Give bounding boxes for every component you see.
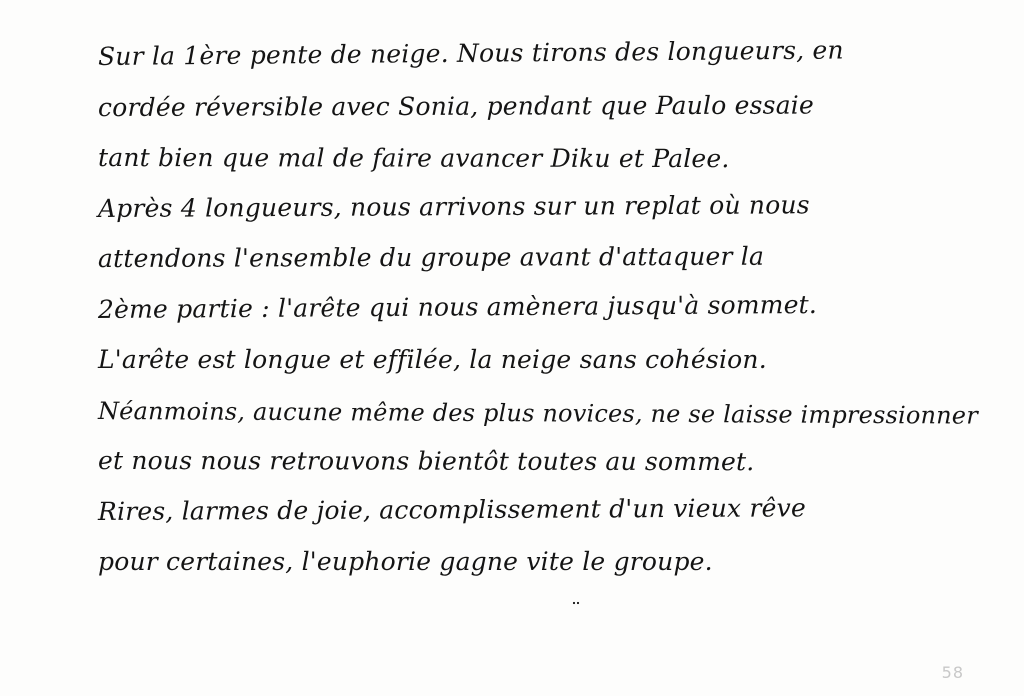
- text-line-2: cordée réversible avec Sonia, pendant que Paulo essaie: [97, 90, 815, 122]
- text-line-8: Néanmoins, aucune même des plus novices, ne se laisse impressionner: [97, 396, 978, 430]
- text-line-1: Sur la 1ère pente de neige. Nous tirons des longueurs, en: [97, 35, 844, 71]
- text-line-7: L'arête est longue et effilée, la neige sans cohésion.: [98, 345, 767, 374]
- text-line-4: Après 4 longueurs, nous arrivons sur un replat où nous: [97, 189, 810, 223]
- ink-dots: [572, 600, 580, 606]
- text-line-10: Rires, larmes de joie, accomplissement d'un vieux rêve: [97, 492, 806, 526]
- text-line-11: pour certaines, l'euphorie gagne vite le groupe.: [98, 547, 713, 576]
- handwritten-text: [98, 32, 978, 588]
- text-line-5: attendons l'ensemble du groupe avant d'attaquer la: [97, 241, 765, 273]
- text-line-9: et nous nous retrouvons bientôt toutes au sommet.: [97, 446, 755, 477]
- text-line-3: tant bien que mal de faire avancer Diku et Palee.: [97, 143, 730, 174]
- page-number: 58: [941, 663, 964, 682]
- text-line-6: 2ème partie : l'arête qui nous amènera jusqu'à sommet.: [97, 289, 818, 324]
